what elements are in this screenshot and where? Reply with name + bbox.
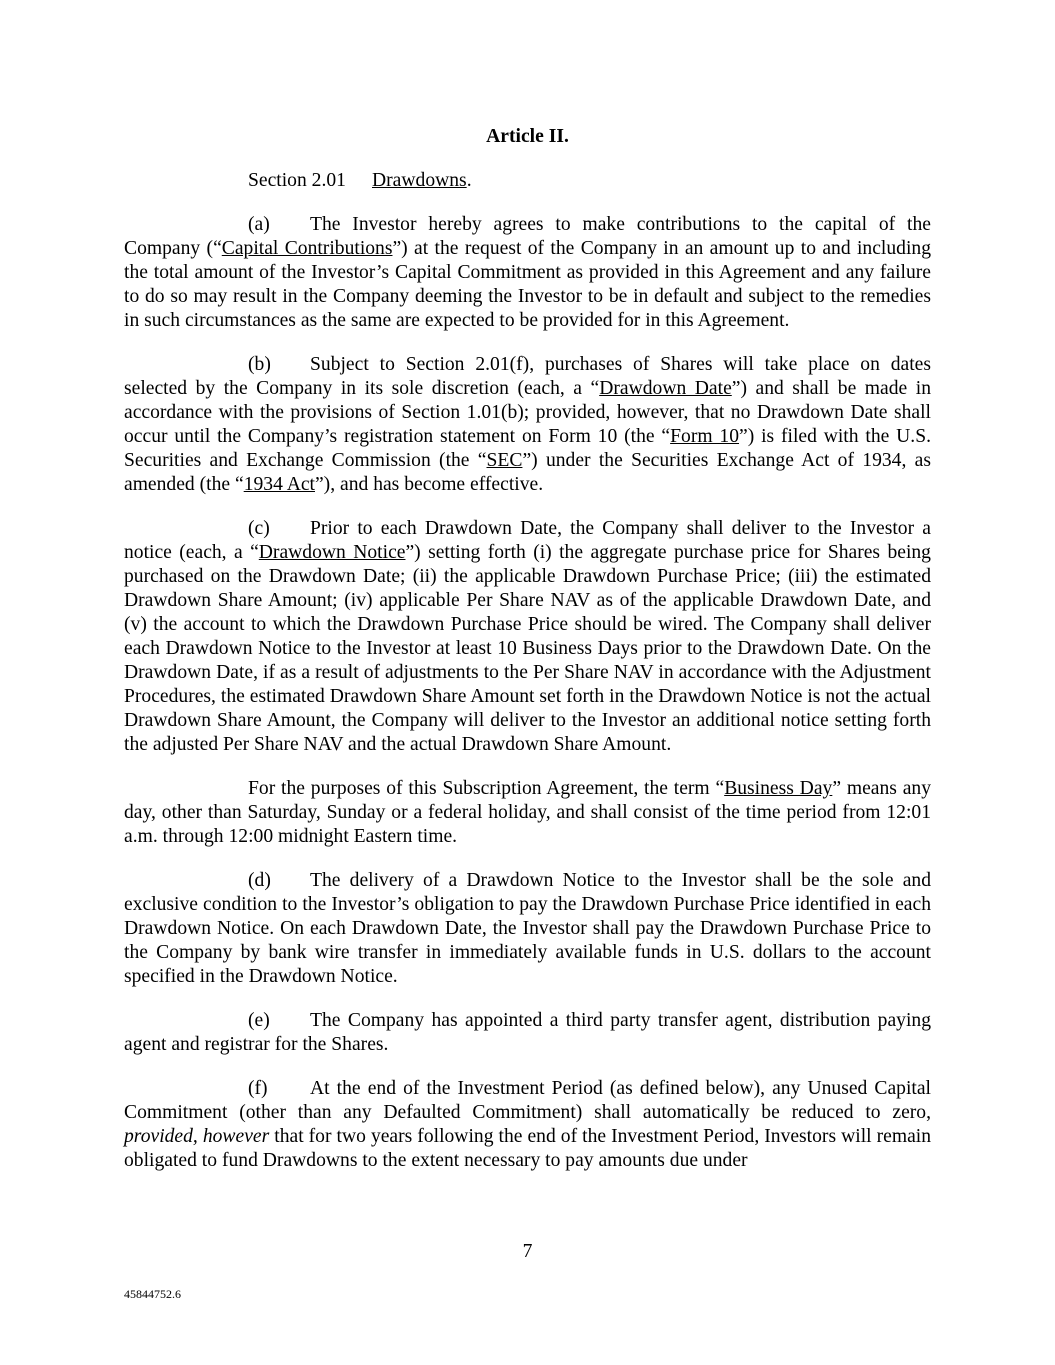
defined-term: SEC xyxy=(486,450,523,471)
paragraph-text: Subject to Section 2.01(f), purchases of Shares will take place on dates selected by the Company in its sole discretion (each, a “ xyxy=(124,354,931,399)
paragraph-label: (c) xyxy=(248,518,270,539)
defined-term: Business Day xyxy=(724,778,833,799)
paragraph-text: ”) under the Securities Exchange Act of 1934, as amended (the “ xyxy=(124,450,931,495)
document-body xyxy=(124,125,931,1173)
paragraph-f xyxy=(124,1077,931,1173)
section-heading xyxy=(124,169,931,193)
section-number: Section 2.01 xyxy=(248,170,346,191)
paragraph-d xyxy=(124,869,931,989)
paragraph-label: (b) xyxy=(248,354,271,375)
paragraph-text: ”) at the request of the Company in an amount up to and including the total amount of the Investor’s Capital Commitment as provided in this Agreement and any failure to do so may result in the Company deeming the Investor to be in default and subject to the remedies in such circumstances as the same are expected to be provided for in this Agreement. xyxy=(124,238,931,331)
document-id: 45844752.6 xyxy=(124,1287,181,1301)
defined-term: 1934 Act xyxy=(243,474,315,495)
paragraph-text: that for two years following the end of the Investment Period, Investors will remain obligated to fund Drawdowns to the extent necessary to pay amounts due under xyxy=(124,1126,932,1171)
defined-term: Form 10 xyxy=(670,426,740,447)
paragraph-a xyxy=(124,213,931,333)
paragraph-label: (f) xyxy=(248,1078,268,1099)
paragraph-b xyxy=(124,353,931,497)
defined-term: Capital Contributions xyxy=(221,238,393,259)
paragraph-text: The Company has appointed a third party transfer agent, distribution paying agent and registrar for the Shares. xyxy=(124,1010,931,1055)
paragraph-e xyxy=(124,1009,931,1057)
paragraph-text: The Investor hereby agrees to make contributions to the capital of the Company (“ xyxy=(124,214,931,259)
paragraph-text: ” means any day, other than Saturday, Sunday or a federal holiday, and shall consist of the time period from 12:01 a.m. through 12:00 midnight Eastern time. xyxy=(124,778,931,847)
italic-phrase: provided, however xyxy=(124,1126,270,1147)
defined-term: Drawdown Date xyxy=(599,378,732,399)
defined-term: Drawdown Notice xyxy=(258,542,406,563)
paragraph-c xyxy=(124,517,931,757)
paragraph-label: (e) xyxy=(248,1010,270,1031)
paragraph-text: Prior to each Drawdown Date, the Company shall deliver to the Investor a notice (each, a “ xyxy=(124,518,931,563)
paragraph-text: At the end of the Investment Period (as defined below), any Unused Capital Commitment (other than any Defaulted Commitment) shall automatically be reduced to zero, xyxy=(124,1078,931,1123)
paragraph-label: (d) xyxy=(248,870,271,891)
page-number: 7 xyxy=(522,1241,533,1262)
article-heading: Article II. xyxy=(486,126,569,147)
paragraph-text: ”) is filed with the U.S. Securities and Exchange Commission (the “ xyxy=(124,426,932,471)
paragraph-text: The delivery of a Drawdown Notice to the Investor shall be the sole and exclusive condition to the Investor’s obligation to pay the Drawdown Purchase Price identified in each Drawdown Notice. On each Drawdown Date, the Investor shall pay the Drawdown Purchase Price to the Company by bank wire transfer in immediately available funds in U.S. dollars to the account specified in the Drawdown Notice. xyxy=(124,870,931,987)
paragraph-text: For the purposes of this Subscription Agreement, the term “ xyxy=(248,778,725,799)
paragraph-text: ”), and has become effective. xyxy=(314,474,544,495)
paragraph-text: ”) setting forth (i) the aggregate purchase price for Shares being purchased on the Drawdown Date; (ii) the applicable Drawdown Purchase Price; (iii) the estimated Drawdown Share Amount; (iv) applicable Per Share NAV as of the applicable Drawdown Date, and (v) the account to which the Drawdown Purchase Price should be wired. The Company shall deliver each Drawdown Notice to the Investor at least 10 Business Days prior to the Drawdown Date. On the Drawdown Date, if as a result of adjustments to the Per Share NAV in accordance with the Adjustment Procedures, the estimated Drawdown Share Amount set forth in the Drawdown Notice is not the actual Drawdown Share Amount, the Company will deliver to the Investor an additional notice setting forth the adjusted Per Share NAV and the actual Drawdown Share Amount. xyxy=(124,542,931,755)
paragraph-text: ”) and shall be made in accordance with the provisions of Section 1.01(b); provided, however, that no Drawdown Date shall occur until the Company’s registration statement on Form 10 (the “ xyxy=(124,378,931,447)
section-title-period: . xyxy=(466,170,472,191)
paragraph-business-day xyxy=(124,777,931,849)
section-title: Drawdowns xyxy=(372,170,467,191)
paragraph-label: (a) xyxy=(248,214,270,235)
